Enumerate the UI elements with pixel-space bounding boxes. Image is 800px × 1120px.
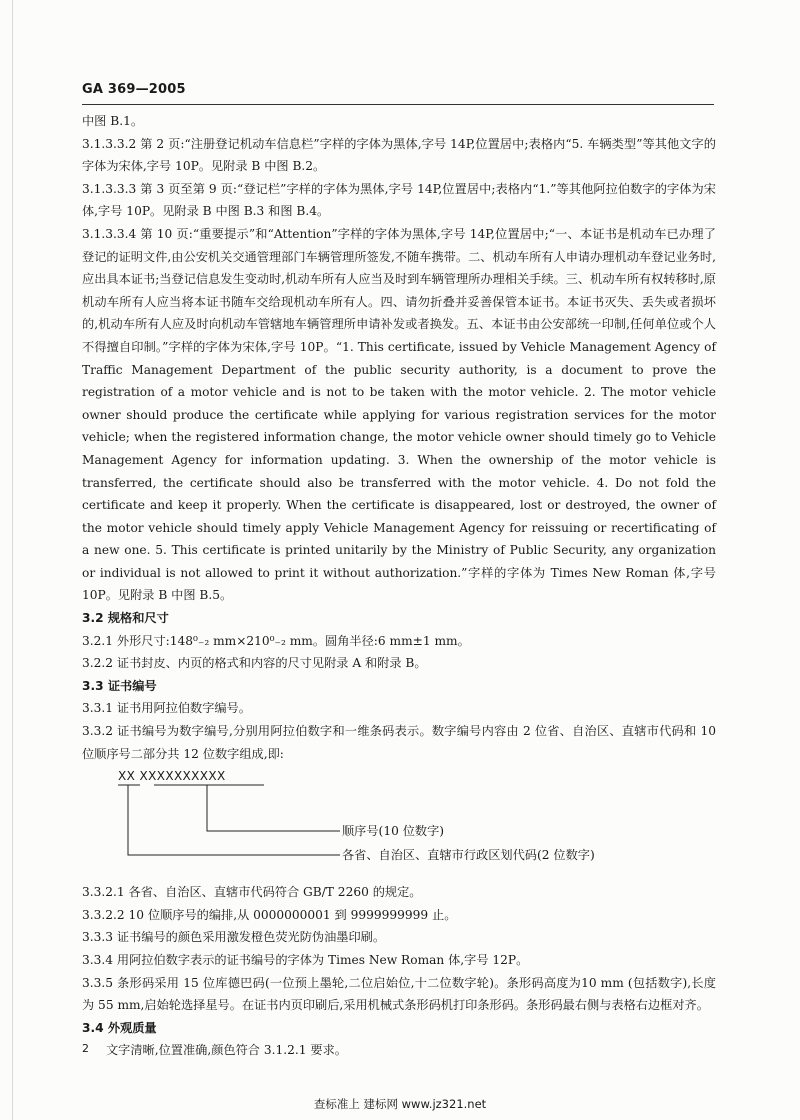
header-divider — [82, 104, 714, 105]
region-leader — [128, 785, 340, 855]
number-format-diagram — [82, 765, 716, 881]
clause-3-1-3-3-4: 3.1.3.3.4 第 10 页:“重要提示”和“Attention”字样的字体为黑体,字号 14P,位置居中;“一、本证书是机动车已办理了登记的证明文件,由公安机关交通管理部门车辆管理所签发,不随车携带。二、机动车所有人申请办理机动车登记业务时,应出具本证书;当登记信息发生变动时,机动车所有人应当及时到车辆管理所办理相关手续。三、机动车所有权转移时,原机动车所有人应当将本证书随车交给现机动车所有人。四、请勿折叠并妥善保管本证书。本证书灭失、丢失或者损坏的,机动车所有人应及时向机动车管辖地车辆管理所申请补发或者换发。五、本证书由公安部统一印制,任何单位或个人不得擅自印制。”字样的字体为宋体,字号 10P。“1. This certificate, issued by Vehicle Management Agency of Traffic Management Department of the public security authority, is a document to prove the registration of a motor vehicle and is not to be taken with the motor vehicle. 2. The motor vehicle owner should produce the certificate while applying for various registration services for the motor vehicle; when the registered information change, the motor vehicle owner should timely go to Vehicle Management Agency for information updating. 3. When the ownership of the motor vehicle is transferred, the certificate should also be transferred with the motor vehicle. 4. Do not fold the certificate and keep it properly. When the certificate is disappeared, lost or destroyed, the owner of the motor vehicle should timely apply Vehicle Management Agency for reissuing or recertificating of a new one. 5. This certificate is printed unitarily by the Ministry of Public Security, any organization or individual is not allowed to print it without authorization.”字样的字体为 Times New Roman 体,字号 10P。见附录 B 中图 B.5。 — [82, 226, 716, 603]
code-placeholder: XX XXXXXXXXXX — [118, 769, 226, 784]
clause-3-3-2-1: 3.3.2.1 各省、自治区、直辖市代码符合 GB/T 2260 的规定。 — [82, 885, 422, 900]
clause-3-2-1: 3.2.1 外形尺寸:148⁰₋₂ mm×210⁰₋₂ mm。圆角半径:6 mm±1 mm。 — [82, 633, 470, 648]
site-footer: 查标准上 建标网 www.jz321.net — [313, 1097, 487, 1111]
sequence-label: 顺序号(10 位数字) — [342, 824, 445, 839]
clause-3-3-4: 3.3.4 用阿拉伯数字表示的证书编号的字体为 Times New Roman 体,字号 12P。 — [82, 953, 529, 967]
paragraph-continuation: 中图 B.1。 — [82, 114, 144, 128]
page-number: 2 — [82, 1042, 89, 1055]
clause-3-3-2-2: 3.3.2.2 10 位顺序号的编排,从 0000000001 到 9999999999 止。 — [82, 907, 457, 922]
clause-3-4-text: 文字清晰,位置准确,颜色符合 3.1.2.1 要求。 — [106, 1043, 347, 1058]
sequence-leader — [207, 785, 340, 831]
clause-3-3-5: 3.3.5 条形码采用 15 位库德巴码(一位预上墨轮,二位启始位,十二位数字轮)。条形码高度为10 mm (包括数字),长度为 55 mm,启始轮选择星号。在证书内页印刷后,采用机械式条形码机打印条形码。条形码最右侧与表格右边框对齐。 — [82, 975, 716, 1013]
clause-3-3-3: 3.3.3 证书编号的颜色采用激发橙色荧光防伪油墨印刷。 — [82, 930, 386, 945]
standard-code-header: GA 369—2005 — [82, 82, 186, 97]
clause-3-1-3-3-3: 3.1.3.3.3 第 3 页至第 9 页:“登记栏”字样的字体为黑体,字号 14P,位置居中;表格内“1.”等其他阿拉伯数字的字体为宋体,字号 10P。见附录 B 中图 B.3 和图 B.4。 — [82, 181, 716, 219]
scan-edge-line — [12, 0, 13, 1120]
region-label: 各省、自治区、直辖市行政区划代码(2 位数字) — [342, 848, 595, 863]
section-3-3-title: 3.3 证书编号 — [82, 678, 157, 693]
clause-3-3-2: 3.3.2 证书编号为数字编号,分别用阿拉伯数字和一维条码表示。数字编号内容由 2 位省、自治区、直辖市代码和 10 位顺序号二部分共 12 位数字组成,即: — [82, 724, 716, 761]
clause-3-3-1: 3.3.1 证书用阿拉伯数字编号。 — [82, 701, 251, 716]
clause-3-1-3-3-2: 3.1.3.3.2 第 2 页:“注册登记机动车信息栏”字样的字体为黑体,字号 14P,位置居中;表格内“5. 车辆类型”等其他文字的字体为宋体,字号 10P。见附录 B 中图 B.2。 — [82, 136, 716, 174]
clause-3-2-2: 3.2.2 证书封皮、内页的格式和内容的尺寸见附录 A 和附录 B。 — [82, 656, 427, 671]
section-3-2-title: 3.2 规格和尺寸 — [82, 611, 169, 626]
main-text — [82, 110, 716, 1062]
section-3-4-title: 3.4 外观质量 — [82, 1020, 157, 1035]
